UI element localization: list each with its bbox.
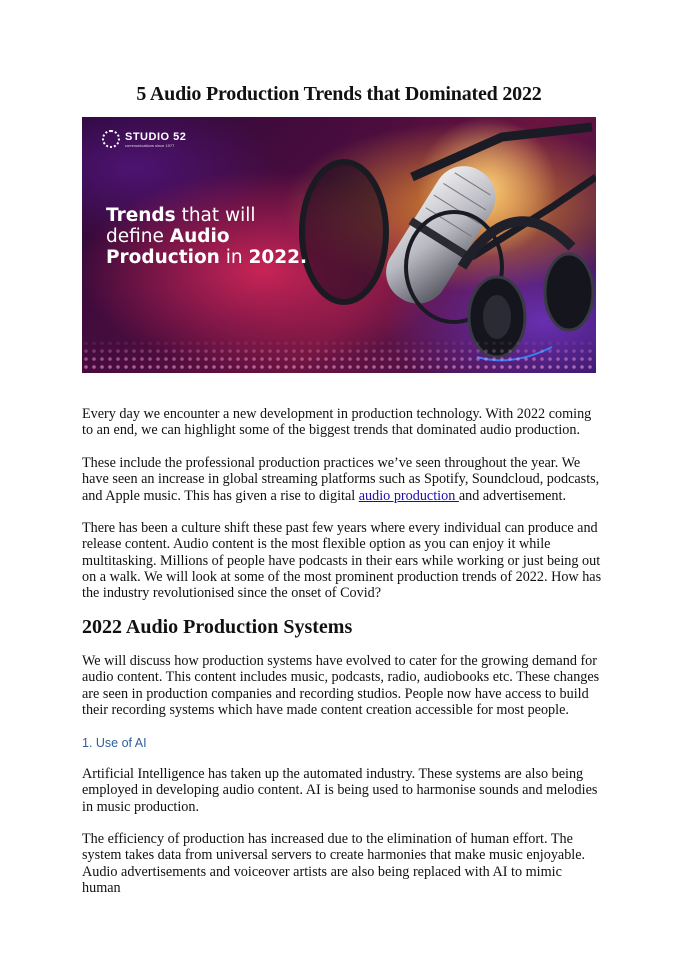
hero-dot-pattern (82, 339, 596, 373)
hero-image (82, 117, 596, 373)
logo-text: STUDIO 52 (125, 130, 187, 143)
subheading-use-of-ai: 1. Use of AI (82, 736, 147, 750)
article-title: 5 Audio Production Trends that Dominated 2022 (136, 83, 542, 105)
hero-headline (106, 205, 307, 268)
hero-line1-bold: Trends (106, 205, 176, 226)
culture-paragraph: There has been a culture shift these past few years where every individual can produce and release content. Audio content is the most flexible option as you can enjoy it while multitasking. Millions of people have podcasts in their ears while working or just being out on a walk. We will look at some of the most prominent production trends of 2022. How has the industry revolutionised since the onset of Covid? (82, 520, 602, 602)
ai-paragraph: Artificial Intelligence has taken up the automated industry. These systems are also being employed in developing audio content. AI is being used to harmonise sounds and melodies in music production. (82, 766, 598, 815)
logo-tagline: communications since 1977 (125, 142, 175, 148)
hero-line3-year: 2022. (248, 247, 308, 268)
studio-logo (102, 130, 186, 148)
intro-paragraph: Every day we encounter a new development in production technology. With 2022 coming to an end, we can highlight some of the biggest trends that dominated audio production. (82, 406, 592, 439)
systems-paragraph: We will discuss how production systems have evolved to cater for the growing demand for audio content. This content includes music, podcasts, radio, audiobooks etc. These changes are seen in production companies and recording studios. People now have access to build their recording systems which have made content creation accessible for most people. (82, 653, 600, 718)
para2-text-end: and advertisement. (458, 487, 566, 504)
logo-mark-icon (102, 130, 120, 148)
hero-line3-rest: in (219, 247, 249, 268)
hero-line2-start: define (106, 226, 170, 247)
hero-line2-bold: Audio (169, 226, 230, 247)
section-heading: 2022 Audio Production Systems (82, 616, 353, 638)
para2-text-start: These include the professional production practices we’ve seen throughout the year. We have seen an increase in global streaming platforms such as Spotify, Soundcloud, podcasts, and Apple music. This has given a rise to digital (82, 455, 600, 504)
streaming-paragraph (82, 455, 602, 504)
efficiency-paragraph: The efficiency of production has increased due to the elimination of human effort. The system takes data from universal servers to create harmonies that make music enjoyable. Audio advertisements and voiceover artists are also being replaced with AI to mimic human (82, 831, 586, 896)
audio-production-link[interactable]: audio production (358, 487, 459, 504)
hero-line3-bold: Production (106, 247, 220, 268)
hero-line1-rest: that will (175, 205, 256, 226)
